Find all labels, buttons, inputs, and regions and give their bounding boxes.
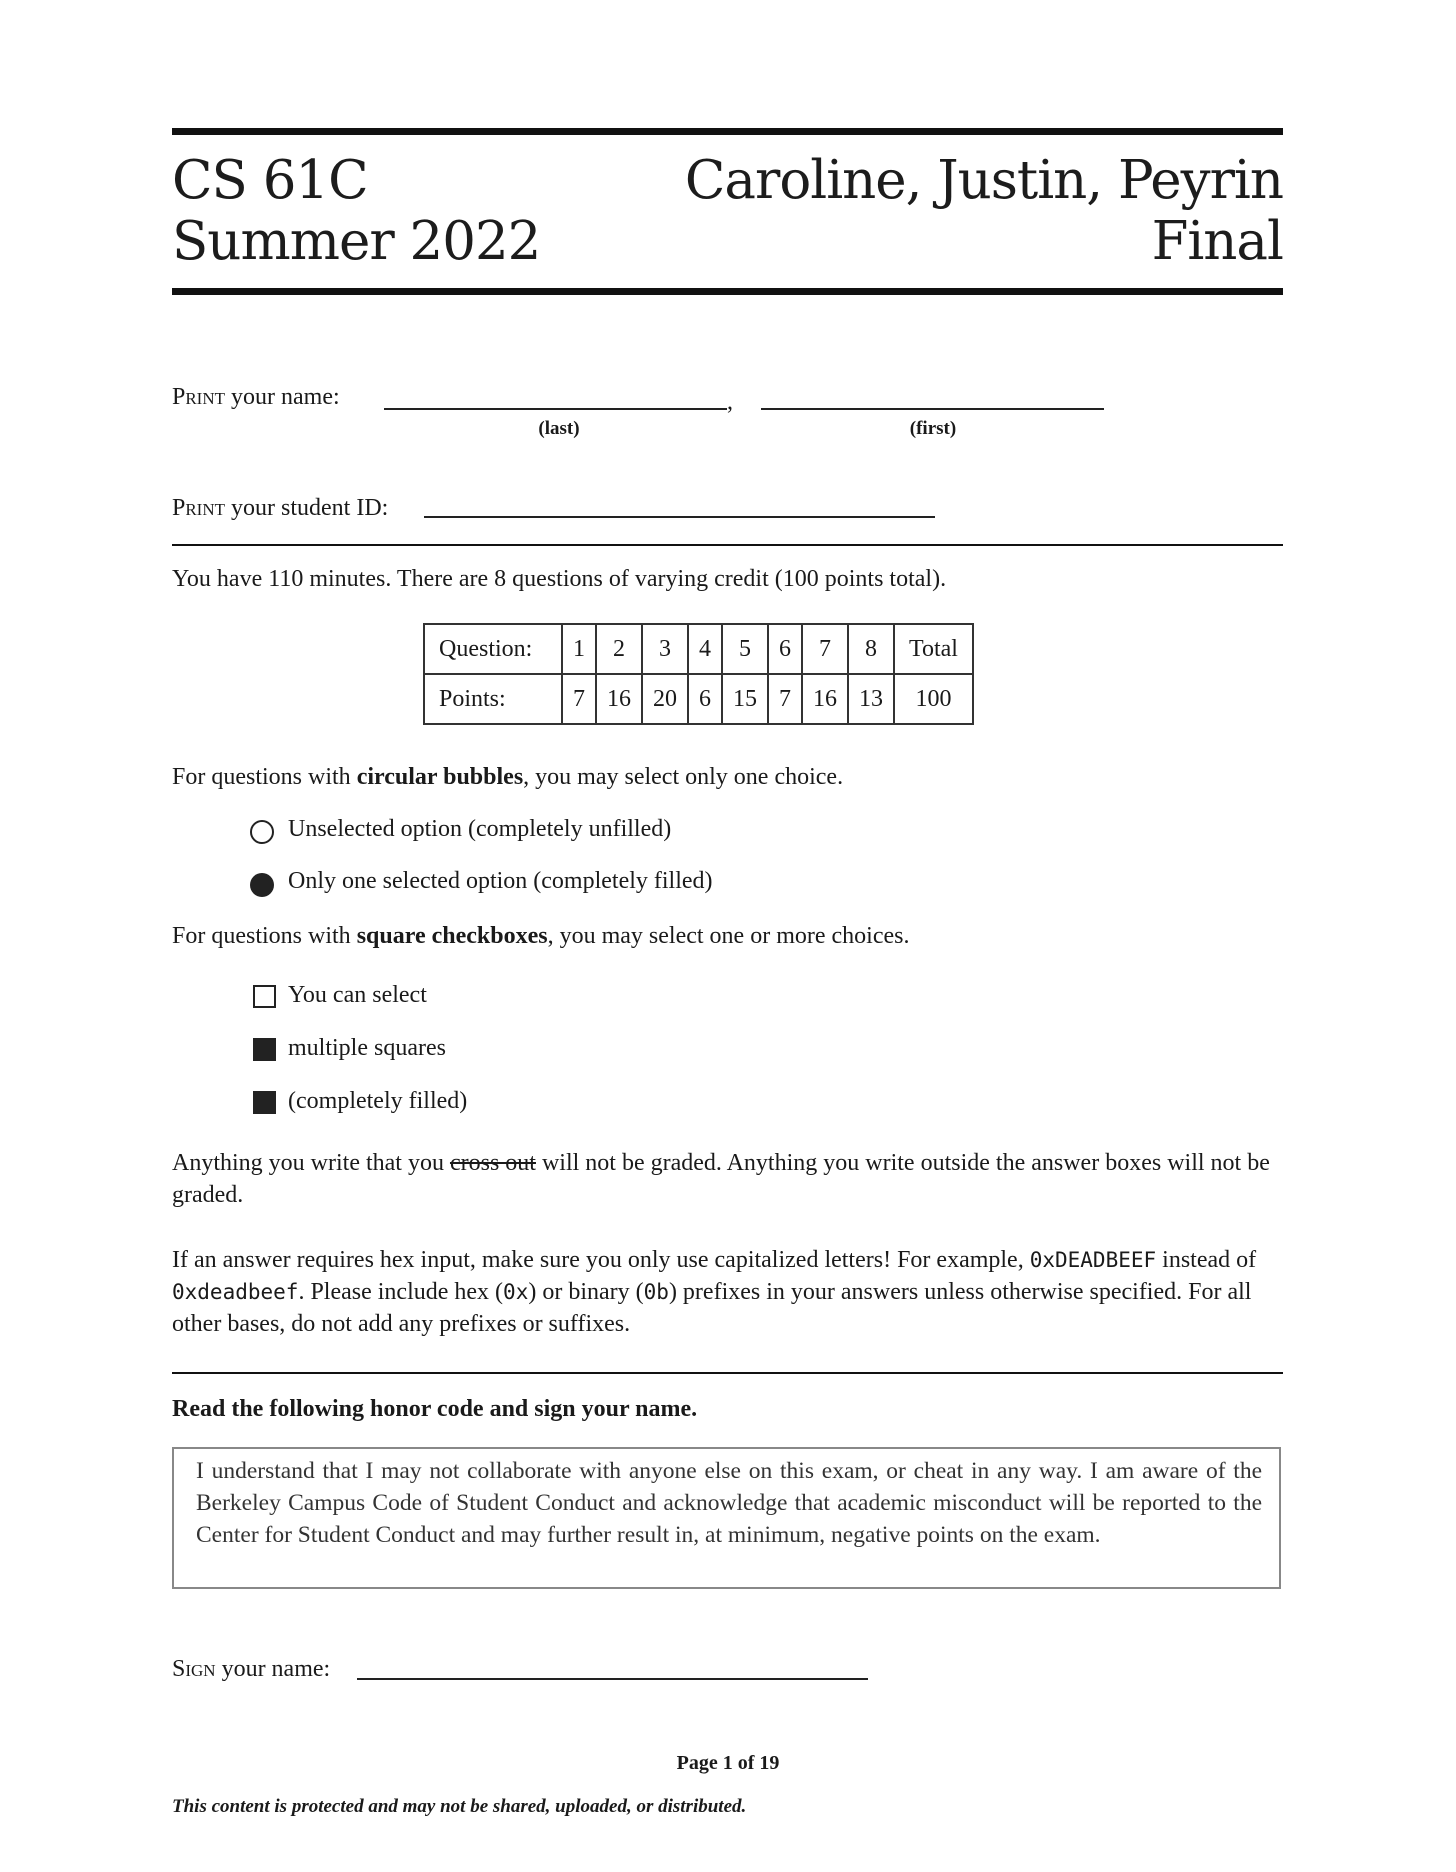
hex-prefix-code: 0x bbox=[503, 1280, 529, 1304]
print-label-smallcaps: Print bbox=[172, 384, 226, 410]
last-name-hint: (last) bbox=[538, 418, 580, 439]
section-rule-2 bbox=[172, 1372, 1283, 1374]
question-row bbox=[424, 624, 973, 674]
question-cell: 3 bbox=[642, 624, 688, 674]
hex-paragraph bbox=[172, 1244, 1283, 1340]
hex-text-3: . Please include hex ( bbox=[298, 1279, 504, 1305]
checkboxes-intro bbox=[172, 920, 909, 952]
binary-prefix-code: 0b bbox=[643, 1280, 669, 1304]
crossout-text-2: will not be graded. Anything you write outside the answer boxes will not be graded. bbox=[172, 1150, 1270, 1208]
student-id-label-smallcaps: Print bbox=[172, 495, 226, 521]
points-row bbox=[424, 674, 973, 724]
exam-intro: You have 110 minutes. There are 8 questions of varying credit (100 points total). bbox=[172, 566, 947, 592]
honor-heading: Read the following honor code and sign your name. bbox=[172, 1396, 698, 1422]
unchecked-box-icon[interactable] bbox=[253, 985, 276, 1008]
hex-code-upper: 0xDEADBEEF bbox=[1029, 1248, 1157, 1272]
header-top-rule bbox=[172, 128, 1283, 135]
checkboxes-intro-text: For questions with bbox=[172, 923, 357, 949]
points-total-cell: 100 bbox=[894, 674, 973, 724]
hex-text-5: ) prefixes in your answers unless otherwise specified. For all other bases, do not add any prefixes or suffixes. bbox=[172, 1279, 1252, 1337]
points-cell: 6 bbox=[688, 674, 722, 724]
sign-name-label bbox=[172, 1653, 330, 1685]
points-row-label: Points: bbox=[424, 674, 562, 724]
question-cell: 6 bbox=[768, 624, 802, 674]
question-cell: 2 bbox=[596, 624, 642, 674]
unfilled-bubble-icon[interactable] bbox=[250, 820, 274, 844]
question-cell: 7 bbox=[802, 624, 848, 674]
crossout-text-1: Anything you write that you bbox=[172, 1150, 450, 1176]
points-cell: 20 bbox=[642, 674, 688, 724]
hex-text-2: instead of bbox=[1156, 1247, 1257, 1273]
student-id-label-text: your student ID: bbox=[225, 495, 389, 521]
student-id-field[interactable] bbox=[424, 516, 935, 518]
bubbles-intro-tail: , you may select only one choice. bbox=[523, 764, 844, 790]
course-term: Summer 2022 bbox=[172, 211, 541, 272]
exam-name: Final bbox=[1151, 211, 1283, 272]
last-name-field[interactable] bbox=[384, 408, 727, 410]
points-cell: 7 bbox=[562, 674, 596, 724]
first-name-hint: (first) bbox=[909, 418, 957, 439]
page-number: Page 1 of 19 bbox=[676, 1752, 780, 1774]
print-name-label bbox=[172, 381, 340, 413]
instructors: Caroline, Justin, Peyrin bbox=[684, 150, 1283, 211]
first-name-field[interactable] bbox=[761, 408, 1104, 410]
points-cell: 16 bbox=[596, 674, 642, 724]
honor-code-text: I understand that I may not collaborate with anyone else on this exam, or cheat in any way. I am aware of the Berkeley Campus Code of Student Conduct and acknowledge that academic misconduct will be reported to the Center for Student Conduct and may further result in, at minimum, negative points on the exam. bbox=[196, 1458, 1262, 1548]
crossout-example: cross out bbox=[449, 1150, 536, 1176]
checkboxes-intro-bold: square checkboxes bbox=[356, 923, 548, 949]
points-table bbox=[423, 623, 974, 725]
student-id-label bbox=[172, 492, 388, 524]
sign-label-smallcaps: Sign bbox=[172, 1656, 216, 1682]
bubbles-intro-text: For questions with bbox=[172, 764, 357, 790]
sign-name-label-text: your name: bbox=[215, 1656, 331, 1682]
filled-bubble-icon[interactable] bbox=[250, 873, 274, 897]
checkbox-option-label: You can select bbox=[288, 982, 427, 1008]
question-cell: 1 bbox=[562, 624, 596, 674]
hex-text-1: If an answer requires hex input, make sure you only use capitalized letters! For example, bbox=[172, 1247, 1030, 1273]
header-bottom-rule bbox=[172, 288, 1283, 295]
points-cell: 13 bbox=[848, 674, 894, 724]
signature-field[interactable] bbox=[357, 1678, 868, 1680]
question-row-label: Question: bbox=[424, 624, 562, 674]
checked-box-icon[interactable] bbox=[253, 1091, 276, 1114]
crossout-paragraph bbox=[172, 1147, 1283, 1211]
bubble-option-label: Unselected option (completely unfilled) bbox=[288, 816, 672, 842]
checkbox-option-label: multiple squares bbox=[288, 1035, 446, 1061]
header-right bbox=[685, 150, 1283, 272]
checkbox-option-label: (completely filled) bbox=[288, 1088, 468, 1114]
hex-code-lower: 0xdeadbeef bbox=[172, 1280, 299, 1304]
points-cell: 7 bbox=[768, 674, 802, 724]
points-cell: 16 bbox=[802, 674, 848, 724]
question-cell: 8 bbox=[848, 624, 894, 674]
question-cell: 4 bbox=[688, 624, 722, 674]
hex-text-4: ) or binary ( bbox=[528, 1279, 644, 1305]
section-rule-1 bbox=[172, 544, 1283, 546]
bubbles-intro-bold: circular bubbles bbox=[356, 764, 524, 790]
question-total-cell: Total bbox=[894, 624, 973, 674]
header-left bbox=[172, 150, 540, 272]
bubble-option-label: Only one selected option (completely filled) bbox=[288, 868, 713, 894]
distribution-notice: This content is protected and may not be shared, uploaded, or distributed. bbox=[172, 1796, 747, 1817]
question-cell: 5 bbox=[722, 624, 768, 674]
checked-box-icon[interactable] bbox=[253, 1038, 276, 1061]
name-comma: , bbox=[727, 389, 733, 415]
print-name-label-text: your name: bbox=[225, 384, 340, 410]
points-cell: 15 bbox=[722, 674, 768, 724]
checkboxes-intro-tail: , you may select one or more choices. bbox=[547, 923, 910, 949]
bubbles-intro bbox=[172, 761, 843, 793]
course-title: CS 61C bbox=[172, 150, 368, 211]
